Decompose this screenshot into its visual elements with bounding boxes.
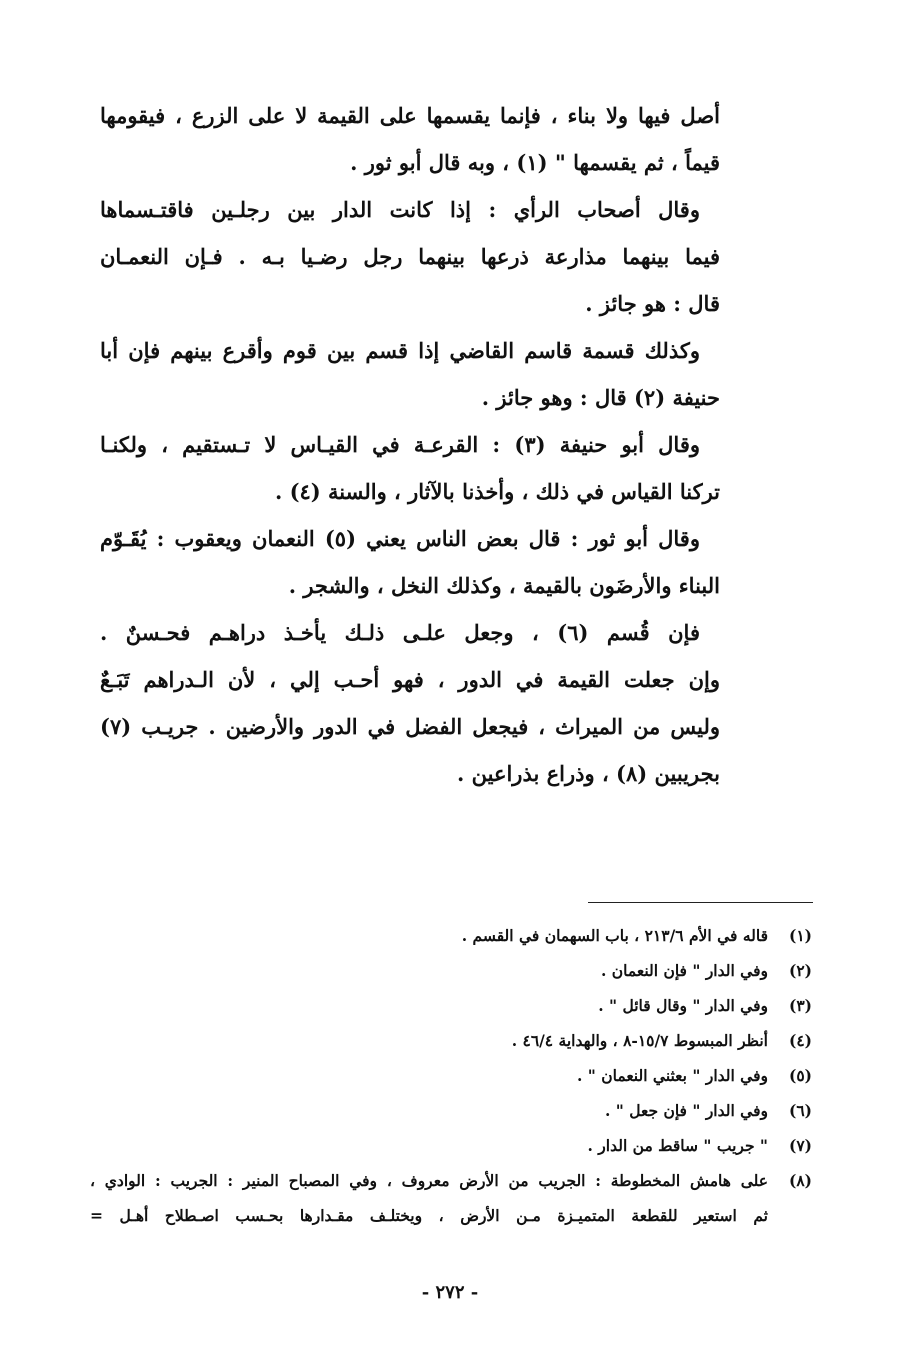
main-text-line: وإن جعلت القيمة في الدور ، فهو أحـب إلي ، لأن الـدراهم تَبَـعٌ xyxy=(100,667,720,692)
main-text-line: فيما بينهما مذارعة ذرعها بينهما رجل رضـيا بـه . فـإن النعمـان xyxy=(100,244,720,269)
main-text-line: أصل فيها ولا بناء ، فإنما يقسمها على القيمة لا على الزرع ، فيقومها xyxy=(100,103,720,128)
main-text-line: وليس من الميراث ، فيجعل الفضل في الدور والأرضين . جريـب (٧) xyxy=(100,714,720,739)
footnote-number: (١) xyxy=(788,926,812,945)
main-text-line: تركنا القياس في ذلك ، وأخذنا بالآثار ، والسنة (٤) . xyxy=(274,479,720,504)
footnote-text: وفي الدار " فإن النعمان . xyxy=(601,961,768,980)
footnote-text: " جريب " ساقط من الدار . xyxy=(587,1136,768,1155)
main-text-line: فإن قُسم (٦) ، وجعل علـى ذلـك يأخـذ دراهـم فحـسنٌ . xyxy=(100,620,700,645)
main-text-block xyxy=(100,92,720,797)
footnote-text: وفي الدار " فإن جعل " . xyxy=(604,1101,768,1120)
footnote-number: (٢) xyxy=(788,961,812,980)
footnote-number: (٥) xyxy=(788,1066,812,1085)
footnote-text: على هامش المخطوطة : الجريب من الأرض معروف ، وفي المصباح المنير : الجريب : الوادي ، xyxy=(90,1171,768,1190)
footnote-item xyxy=(90,1093,812,1128)
footnote-item xyxy=(90,918,812,953)
main-text-line: وقال أبو ثور : قال بعض الناس يعني (٥) النعمان ويعقوب : يُقَـوّم xyxy=(100,526,700,551)
footnotes-block xyxy=(90,918,812,1233)
footnote-item xyxy=(90,1058,812,1093)
footnote-number: (٣) xyxy=(788,996,812,1015)
footnote-text: وفي الدار " بعثني النعمان " . xyxy=(576,1066,768,1085)
footnote-item xyxy=(90,1023,812,1058)
footnote-divider xyxy=(588,902,813,903)
page-number: - ٢٧٢ - xyxy=(421,1282,479,1303)
footnote-item xyxy=(90,988,812,1023)
main-text-line: البناء والأرضَون بالقيمة ، وكذلك النخل ، والشجر . xyxy=(288,573,720,598)
main-text-line: وكذلك قسمة قاسم القاضي إذا قسم بين قوم وأقرع بينهم فإن أبا xyxy=(100,338,700,363)
footnote-text: قاله في الأم ٢١٣/٦ ، باب السهمان في القسم . xyxy=(461,926,768,945)
footnote-item xyxy=(90,1128,812,1163)
main-text-line: وقال أبو حنيفة (٣) : القرعـة في القيـاس لا تـستقيم ، ولكنـا xyxy=(100,432,701,457)
footnote-number: (٧) xyxy=(788,1136,812,1155)
footnote-number: (٤) xyxy=(788,1031,812,1050)
footnote-text: أنظر المبسوط ١٥/٧-٨ ، والهداية ٤٦/٤ . xyxy=(511,1031,768,1050)
footnote-item xyxy=(90,953,812,988)
main-text-line: قال : هو جائز . xyxy=(585,291,720,316)
footnote-text: وفي الدار " وقال قائل " . xyxy=(598,996,768,1015)
footnote-number: (٦) xyxy=(788,1101,812,1120)
footnote-text-continuation: ثم استعير للقطعة المتميـزة مـن الأرض ، ويختلـف مقـدارها بحـسب اصـطلاح أهـل = xyxy=(90,1206,768,1225)
main-text-line: قيماً ، ثم يقسمها " (١) ، وبه قال أبو ثور . xyxy=(350,150,720,175)
footnote-item xyxy=(90,1163,812,1233)
footnote-text-block xyxy=(90,1163,768,1233)
main-text-line: بجريبين (٨) ، وذراع بذراعين . xyxy=(457,761,720,786)
main-text-line: وقال أصحاب الرأي : إذا كانت الدار بين رجلـين فاقتـسماها xyxy=(100,197,700,222)
footnote-number: (٨) xyxy=(788,1171,812,1190)
main-text-line: حنيفة (٢) قال : وهو جائز . xyxy=(481,385,720,410)
